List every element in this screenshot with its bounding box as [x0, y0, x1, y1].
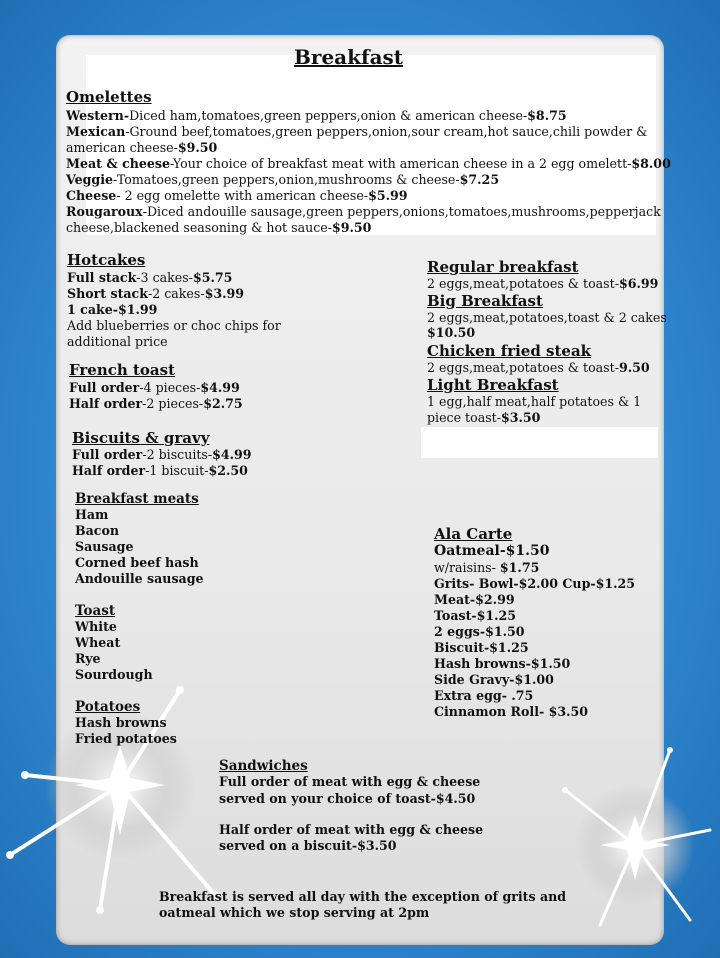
regular-desc: 2 eggs,meat,potatoes & toast-	[427, 276, 619, 291]
light-line-2	[427, 410, 540, 426]
mexican-line	[66, 124, 647, 140]
meat-item: Corned beef hash	[75, 555, 199, 570]
regular-heading: Regular breakfast	[427, 258, 579, 276]
footer-line-1: Breakfast is served all day with the exception of grits and	[159, 889, 567, 904]
ala-carte-item: Meat-$2.99	[434, 592, 515, 607]
ala-carte-item: 2 eggs-$1.50	[434, 624, 525, 639]
combo-box	[421, 427, 658, 458]
cheese-line	[66, 188, 408, 204]
chicken-line	[427, 360, 650, 376]
biscuits-full-desc: -2 biscuits-	[142, 447, 213, 462]
raisins-line	[434, 560, 539, 576]
light-price: $3.50	[500, 410, 541, 425]
ala-carte-item: Grits- Bowl-$2.00 Cup-$1.25	[434, 576, 636, 591]
short-stack-desc: -2 cakes-	[147, 286, 205, 301]
full-stack-line	[67, 270, 232, 286]
cheese-name: Cheese	[66, 188, 117, 203]
meat-cheese-desc: -Your choice of breakfast meat with american cheese in a 2 egg omelett-	[170, 156, 632, 171]
mexican-price: $9.50	[177, 140, 218, 155]
rougaroux-name: Rougaroux	[66, 204, 143, 219]
ala-carte-item: Side Gravy-$1.00	[434, 672, 554, 687]
western-price: $8.75	[527, 108, 567, 123]
french-full-price: $4.99	[200, 380, 240, 395]
french-full-name: Full order	[69, 380, 140, 395]
rougaroux-line-2	[66, 220, 371, 236]
potato-item: Hash browns	[75, 715, 167, 730]
ala-carte-item: Hash browns-$1.50	[434, 656, 571, 671]
cheese-desc: - 2 egg omelette with american cheese-	[116, 188, 369, 203]
meats-heading: Breakfast meats	[75, 491, 199, 507]
biscuits-full-price: $4.99	[212, 447, 252, 462]
meat-cheese-price: $8.00	[631, 156, 671, 171]
french-half-desc: -2 pieces-	[142, 396, 204, 411]
toast-heading: Toast	[75, 603, 116, 619]
sandwich-line-2: served on your choice of toast-$4.50	[219, 791, 476, 806]
full-stack-desc: -3 cakes-	[136, 270, 193, 285]
western-name: Western-	[66, 108, 130, 123]
rougaroux-price: $9.50	[331, 220, 372, 235]
rougaroux-desc-2: cheese,blackened seasoning & hot sauce-	[66, 220, 332, 235]
light-heading: Light Breakfast	[427, 376, 559, 394]
full-stack-price: $5.75	[192, 270, 233, 285]
biscuits-half-desc: -1 biscuit-	[145, 463, 209, 478]
ala-carte-item: Toast-$1.25	[434, 608, 517, 623]
short-stack-line	[67, 286, 244, 302]
ala-carte-item: Cinnamon Roll- $3.50	[434, 704, 589, 719]
one-cake-line: 1 cake-$1.99	[67, 302, 158, 317]
sandwich-line-4: served on a biscuit-$3.50	[219, 838, 397, 853]
light-desc-2: piece toast-	[427, 410, 501, 425]
starburst-right-icon	[540, 740, 720, 940]
chicken-desc: 2 eggs,meat,potatoes & toast-	[427, 360, 619, 375]
sandwich-line-3: Half order of meat with egg & cheese	[219, 822, 484, 837]
regular-price: $6.99	[618, 276, 659, 291]
meat-item: Bacon	[75, 523, 120, 538]
french-half-price: $2.75	[203, 396, 243, 411]
meat-cheese-line	[66, 156, 671, 172]
potato-item: Fried potatoes	[75, 731, 177, 746]
biscuits-full-line	[72, 447, 252, 463]
short-stack-price: $3.99	[204, 286, 245, 301]
mexican-line-2	[66, 140, 217, 156]
rougaroux-line	[66, 204, 661, 220]
french-full-line	[69, 380, 240, 396]
cheese-price: $5.99	[368, 188, 408, 203]
western-line	[66, 108, 567, 124]
biscuits-heading: Biscuits & gravy	[72, 429, 210, 447]
footer-line-2: oatmeal which we stop serving at 2pm	[159, 905, 430, 920]
sandwiches-heading: Sandwiches	[219, 758, 308, 774]
meat-cheese-name: Meat & cheese	[66, 156, 171, 171]
biscuits-half-name: Half order	[72, 463, 146, 478]
french-half-line	[69, 396, 243, 412]
raisins-price: $1.75	[499, 560, 540, 575]
regular-line	[427, 276, 658, 292]
page-title: Breakfast	[294, 45, 404, 69]
french-full-desc: -4 pieces-	[139, 380, 201, 395]
omelettes-heading: Omelettes	[66, 88, 152, 106]
potatoes-heading: Potatoes	[75, 699, 141, 715]
ala-carte-heading: Ala Carte	[434, 525, 513, 543]
addon-line-2: additional price	[67, 334, 168, 349]
chicken-heading: Chicken fried steak	[427, 342, 592, 360]
french-toast-heading: French toast	[69, 361, 176, 379]
biscuits-half-price: $2.50	[208, 463, 248, 478]
oatmeal-item: Oatmeal-$1.50	[434, 543, 550, 559]
veggie-name: Veggie	[66, 172, 114, 187]
short-stack-name: Short stack	[67, 286, 148, 301]
biscuits-full-name: Full order	[72, 447, 143, 462]
sandwich-line-1: Full order of meat with egg & cheese	[219, 774, 481, 789]
raisins-label: w/raisins-	[434, 560, 500, 575]
toast-item: Wheat	[75, 635, 121, 650]
french-half-name: Half order	[69, 396, 143, 411]
rougaroux-desc: -Diced andouille sausage,green peppers,onions,tomatoes,mushrooms,pepperjack	[142, 204, 661, 219]
meat-item: Sausage	[75, 539, 134, 554]
meat-item: Ham	[75, 507, 109, 522]
light-desc-1: 1 egg,half meat,half potatoes & 1	[427, 394, 642, 409]
full-stack-name: Full stack	[67, 270, 137, 285]
mexican-desc-2: american cheese-	[66, 140, 178, 155]
addon-line-1: Add blueberries or choc chips for	[67, 318, 281, 333]
big-desc: 2 eggs,meat,potatoes,toast & 2 cakes	[427, 310, 667, 325]
western-desc: Diced ham,tomatoes,green peppers,onion & american cheese-	[129, 108, 528, 123]
hotcakes-heading: Hotcakes	[67, 251, 146, 269]
veggie-line	[66, 172, 499, 188]
toast-item: White	[75, 619, 117, 634]
mexican-name: Mexican	[66, 124, 126, 139]
toast-item: Rye	[75, 651, 101, 666]
big-price: $10.50	[427, 325, 476, 340]
veggie-price: $7.25	[459, 172, 500, 187]
veggie-desc: -Tomatoes,green peppers,onion,mushrooms & cheese-	[113, 172, 460, 187]
meat-item: Andouille sausage	[75, 571, 204, 586]
ala-carte-item: Biscuit-$1.25	[434, 640, 529, 655]
biscuits-half-line	[72, 463, 248, 479]
ala-carte-item: Extra egg- .75	[434, 688, 534, 703]
big-heading: Big Breakfast	[427, 292, 543, 310]
mexican-desc: -Ground beef,tomatoes,green peppers,onion,sour cream,hot sauce,chili powder &	[125, 124, 648, 139]
toast-item: Sourdough	[75, 667, 153, 682]
chicken-price: 9.50	[618, 360, 650, 375]
